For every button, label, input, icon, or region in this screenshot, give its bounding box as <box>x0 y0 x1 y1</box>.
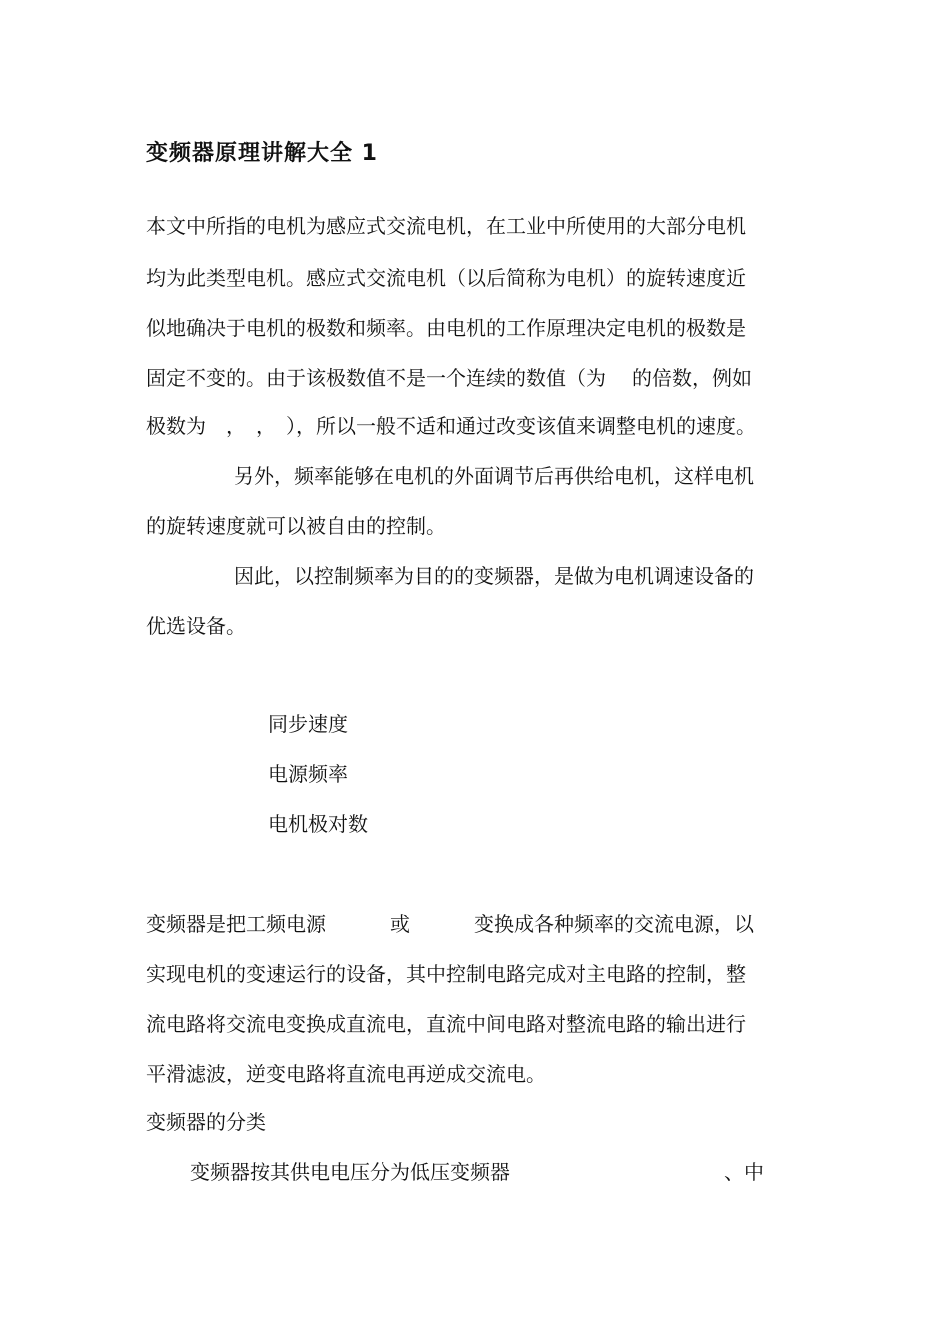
paragraph-line <box>146 412 756 440</box>
paragraph-line: 流电路将交流电变换成直流电，直流中间电路对整流电路的输出进行 <box>146 1012 746 1036</box>
formula-legend-item: 同步速度 <box>268 712 348 736</box>
formula-legend-item: 电机极对数 <box>268 812 368 836</box>
text-segment: 变频器是把工频电源 <box>146 912 326 936</box>
paragraph-line: 平滑滤波，逆变电路将直流电再逆成交流电。 <box>146 1062 546 1086</box>
text-segment: 变换成各种频率的交流电源，以 <box>474 912 754 936</box>
document-title: 变频器原理讲解大全 1 <box>146 141 378 166</box>
text-segment: 的倍数，例如 <box>632 366 752 390</box>
paragraph-line <box>190 1158 764 1186</box>
text-segment: ），所以一般不适和通过改变该值来调整电机的速度。 <box>286 414 756 438</box>
text-segment: 或 <box>390 912 410 936</box>
text-segment: 极数为 <box>146 414 206 438</box>
text-segment: ， <box>256 414 276 438</box>
text-segment: 、中 <box>724 1160 764 1184</box>
paragraph-line: 另外，频率能够在电机的外面调节后再供给电机，这样电机 <box>234 464 754 488</box>
paragraph-line <box>146 364 752 392</box>
paragraph-line: 因此，以控制频率为目的的变频器，是做为电机调速设备的 <box>234 564 754 588</box>
paragraph-line: 优选设备。 <box>146 614 246 638</box>
paragraph-line: 本文中所指的电机为感应式交流电机，在工业中所使用的大部分电机 <box>146 214 746 238</box>
paragraph-line: 的旋转速度就可以被自由的控制。 <box>146 514 446 538</box>
paragraph-line <box>146 910 754 938</box>
text-segment: 变频器按其供电电压分为低压变频器 <box>190 1160 510 1184</box>
text-segment: 固定不变的。由于该极数值不是一个连续的数值（为 <box>146 366 606 390</box>
text-segment: ， <box>226 414 246 438</box>
paragraph-line: 实现电机的变速运行的设备，其中控制电路完成对主电路的控制，整 <box>146 962 746 986</box>
section-heading: 变频器的分类 <box>146 1110 266 1134</box>
formula-legend-item: 电源频率 <box>268 762 348 786</box>
paragraph-line: 均为此类型电机。感应式交流电机（以后简称为电机）的旋转速度近 <box>146 266 746 290</box>
paragraph-line: 似地确决于电机的极数和频率。由电机的工作原理决定电机的极数是 <box>146 316 746 340</box>
